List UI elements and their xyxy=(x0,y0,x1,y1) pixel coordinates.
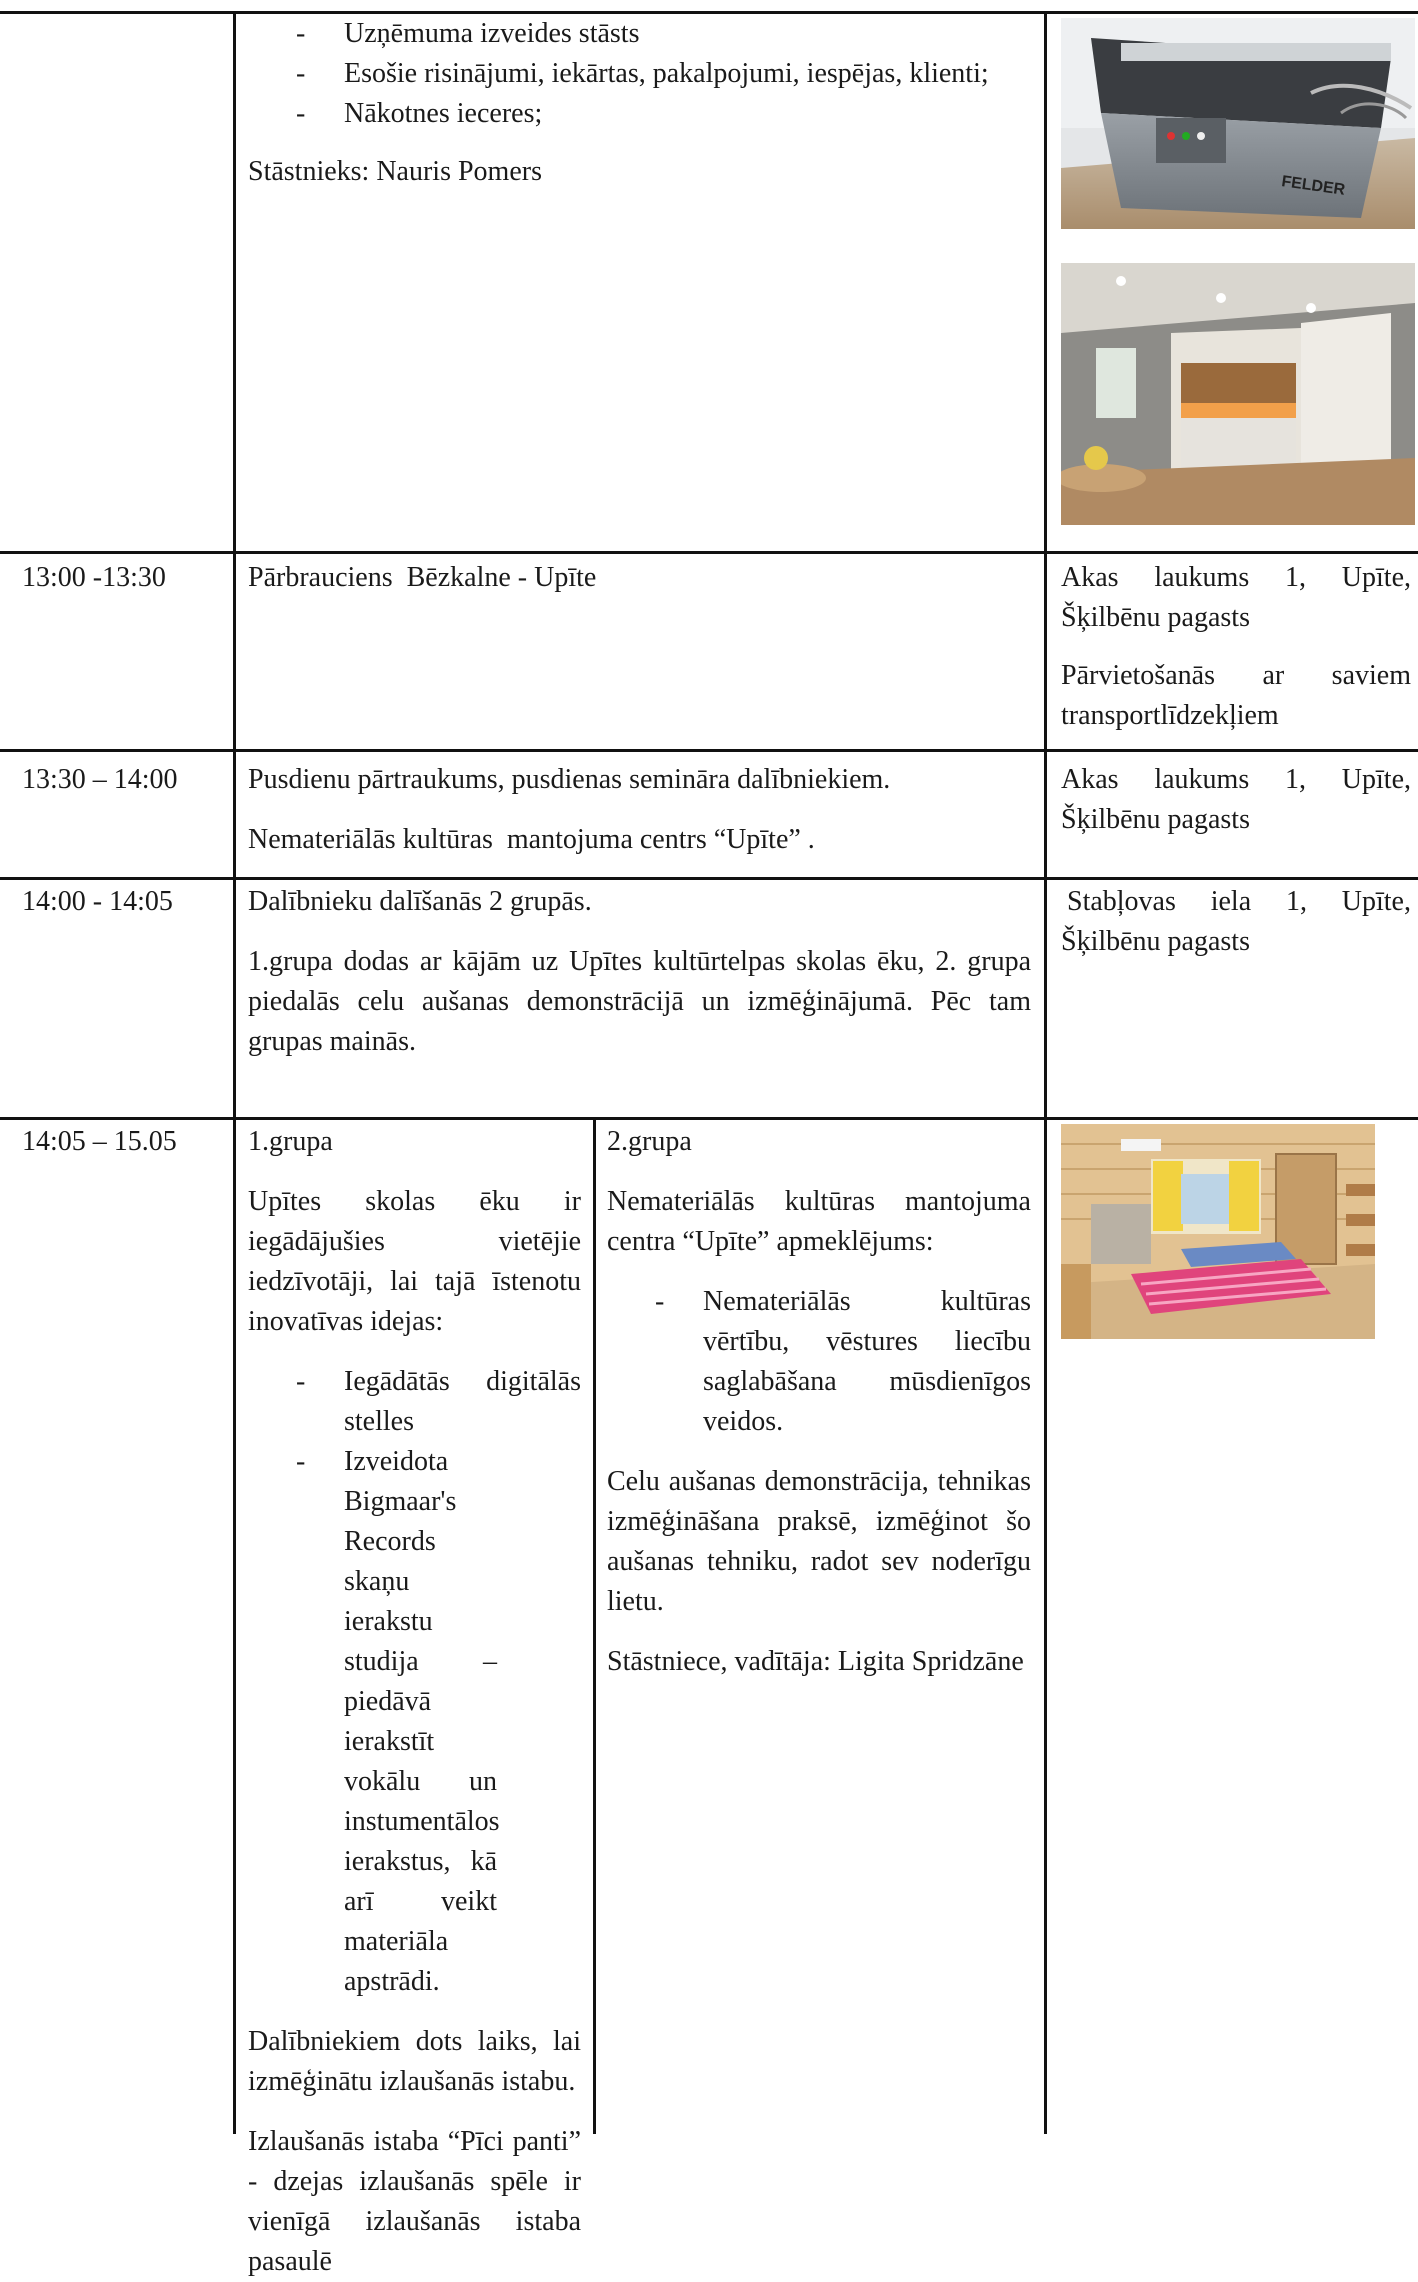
group1-title: 1.grupa xyxy=(248,1126,333,1157)
group1-cell xyxy=(248,1122,581,2282)
venue-text: Nemateriālās kultūras mantojuma centrs “Upīte” . xyxy=(248,824,815,855)
felder-brand-text: FELDER xyxy=(1280,173,1347,199)
list-dash: - xyxy=(296,98,306,129)
list-dash: - xyxy=(296,18,306,49)
location-text: Akas laukums 1, Upīte, Šķilbēnu pagasts xyxy=(1061,562,1411,633)
groups-time-cell xyxy=(22,1122,222,1162)
group1-list xyxy=(248,1362,581,2002)
lunch-time-cell xyxy=(22,760,222,800)
list-item: - Uzņēmuma izveides stāsts xyxy=(248,14,1031,54)
group1-time-text: Dalībniekiem dots laiks, lai izmēģinātu izlaušanās istabu. xyxy=(248,2026,581,2097)
list-dash: - xyxy=(296,1366,306,1397)
group2-storyteller-text: Stāstniece, vadītāja: Ligita Spridzāne xyxy=(607,1646,1024,1677)
column-divider xyxy=(233,11,236,2134)
column-divider xyxy=(1044,11,1047,2134)
group1-intro-text: Upītes skolas ēku ir iegādājušies vietējie iedzīvotāji, lai tajā īstenotu inovatīvas idejas: xyxy=(248,1186,581,1337)
time-text: 14:00 - 14:05 xyxy=(22,886,173,917)
list-dash: - xyxy=(296,58,306,89)
transfer-activity-cell xyxy=(248,558,1031,598)
group2-cell xyxy=(607,1122,1031,1682)
list-item: - Iegādātās digitālās stelles xyxy=(248,1362,581,1442)
kitchen-interior-photo xyxy=(1061,263,1415,525)
lunch-activity-cell xyxy=(248,760,1031,860)
list-item: - Nemateriālās kultūras vērtību, vēstures liecību saglabāšana mūsdienīgos veidos. xyxy=(607,1282,1031,1442)
time-text: 13:00 -13:30 xyxy=(22,562,166,593)
list-item: - Esošie risinājumi, iekārtas, pakalpojumi, iespējas, klienti; xyxy=(248,54,1031,94)
split-activity-cell xyxy=(248,882,1031,1062)
storyteller-text: Stāstnieks: Nauris Pomers xyxy=(248,156,542,187)
location-text: Akas laukums 1, Upīte, Šķilbēnu pagasts xyxy=(1061,764,1411,835)
group2-title: 2.grupa xyxy=(607,1126,692,1157)
list-item: - Nākotnes ieceres; xyxy=(248,94,1031,134)
lunch-location-cell xyxy=(1061,760,1411,840)
time-text: 14:05 – 15.05 xyxy=(22,1126,177,1157)
row-divider xyxy=(0,551,1418,554)
weaving-room-photo xyxy=(1061,1124,1375,1339)
split-details-text: 1.grupa dodas ar kājām uz Upītes kultūrtelpas skolas ēku, 2. grupa piedalās celu aušanas demonstrācijā un izmēģinājumā. Pēc tam grupas mainās. xyxy=(248,946,1031,1057)
group1-escape-room-text: Izlaušanās istaba “Pīci panti” - dzejas izlaušanās spēle ir vienīgā izlaušanās istaba pasaulē xyxy=(248,2126,581,2277)
row-divider xyxy=(0,877,1418,880)
transfer-location-cell xyxy=(1061,558,1411,736)
edgebander-machine-photo xyxy=(1061,18,1415,229)
activity-text: Pārbrauciens Bēzkalne - Upīte xyxy=(248,562,597,593)
intro-activity-list xyxy=(248,14,1031,134)
row-divider xyxy=(0,749,1418,752)
split-time-cell xyxy=(22,882,222,922)
group2-demo-text: Celu aušanas demonstrācija, tehnikas izmēģināšana praksē, izmēģinot šo aušanas tehniku, radot sev noderīgu lietu. xyxy=(607,1466,1031,1617)
location-text: Stabļovas iela 1, Upīte, Šķilbēnu pagasts xyxy=(1061,886,1411,957)
group2-intro-text: Nemateriālās kultūras mantojuma centra “Upīte” apmeklējums: xyxy=(607,1186,1031,1257)
list-dash: - xyxy=(655,1286,665,1317)
time-text: 13:30 – 14:00 xyxy=(22,764,178,795)
transfer-time-cell xyxy=(22,558,222,598)
split-location-cell xyxy=(1061,882,1411,962)
transport-note-text: Pārvietošanās ar saviem transportlīdzekļiem xyxy=(1061,660,1411,731)
activity-text: Pusdienu pārtraukums, pusdienas semināra dalībniekiem. xyxy=(248,764,891,795)
group2-list xyxy=(607,1282,1031,1442)
list-dash: - xyxy=(296,1446,306,1477)
row-divider xyxy=(0,1117,1418,1120)
group-column-divider xyxy=(593,1117,596,2134)
activity-text: Dalībnieku dalīšanās 2 grupās. xyxy=(248,886,592,917)
list-item: - Izveidota Bigmaar's Records skaņu ierakstu studija – piedāvā ierakstīt vokālu un instumentālos ierakstus, kā arī veikt materiāla apstrādi. xyxy=(248,1442,581,2002)
intro-activity-cell xyxy=(248,14,1031,192)
